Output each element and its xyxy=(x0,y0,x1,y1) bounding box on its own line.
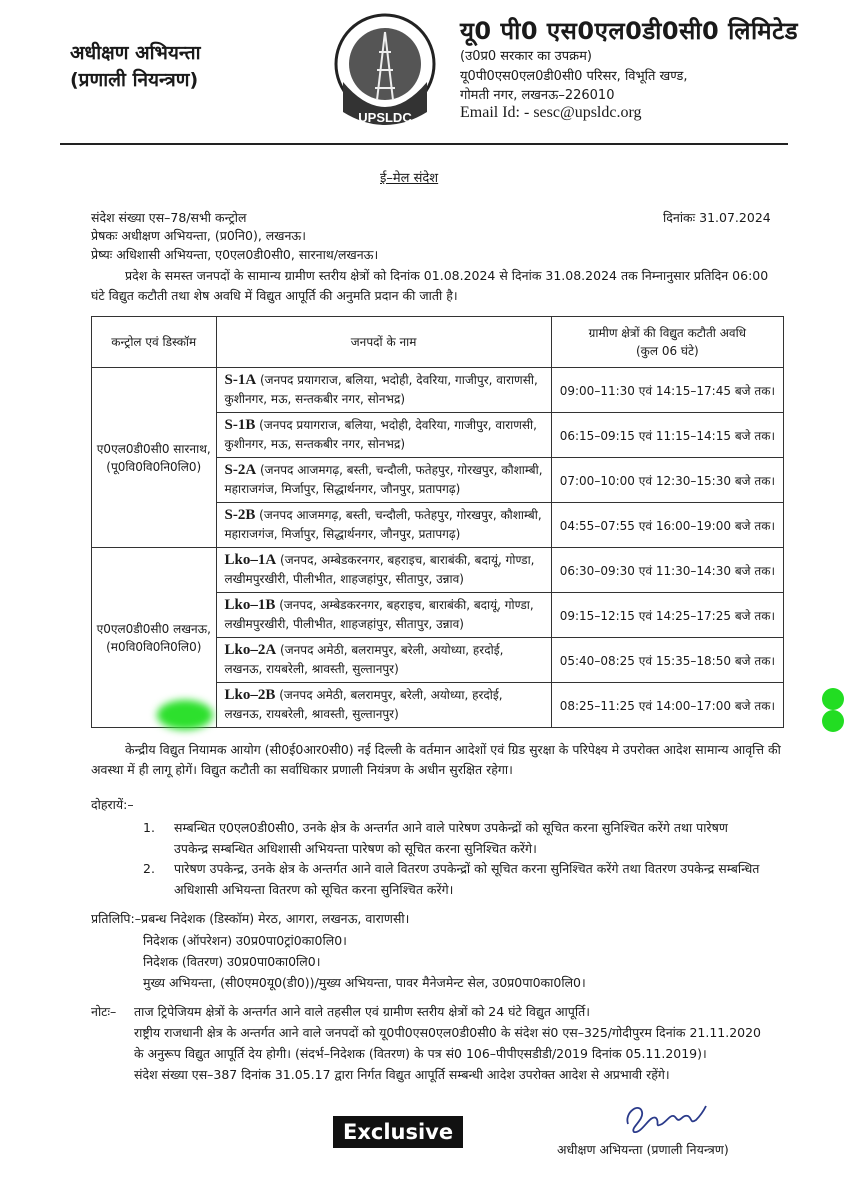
control-sarnath xyxy=(92,368,217,548)
copy-line: निदेशक (ऑपरेशन) उ0प्र0पा0ट्रां0का0लि0। xyxy=(143,933,347,948)
table-row xyxy=(92,368,784,413)
table-row xyxy=(92,548,784,593)
org-email: Email Id: - sesc@upsldc.org xyxy=(460,104,642,121)
cut-time: 08:25–11:25 एवं 14:00–17:00 बजे तक। xyxy=(551,683,783,728)
zone-code: Lko–2A xyxy=(224,642,277,658)
district-list: (जनपद, अम्बेडकरनगर, बहराइच, बाराबंकी, बदायूं, गोण्डा, लखीमपुरखीरी, पीलीभीत, शाहजहांपुर, सीतापुर, उन्नाव) xyxy=(224,553,535,586)
cut-time: 05:40–08:25 एवं 15:35–18:50 बजे तक। xyxy=(551,638,783,683)
green-dot-marker xyxy=(822,688,844,710)
office-title-line2: (प्रणाली नियन्त्रण) xyxy=(70,69,199,91)
reiterate-item-2: पारेषण उपकेन्द्र, उनके क्षेत्र के अन्तर्गत आने वाले वितरण उपकेन्द्रों को सूचित करना सुनिश्चित करेंगे तथा वितरण उपकेन्द्र सम्बन्धित अधिशासी अभियन्ता वितरण को सूचित करना सुनिश्चित करेंगे। xyxy=(174,861,760,897)
zone-code: S-1A xyxy=(224,372,257,388)
regulation-paragraph xyxy=(91,740,785,780)
copy-line: मुख्य अभियन्ता, (सी0एम0यू0(डी0))/मुख्य अभियन्ता, पावर मैनेजमेन्ट सेल, उ0प्र0पा0का0लि0। xyxy=(143,975,586,990)
district-cell xyxy=(216,593,551,638)
reiterate-label: दोहरायें:– xyxy=(91,797,134,812)
exclusive-watermark: Exclusive xyxy=(333,1116,463,1148)
intro-paragraph xyxy=(91,266,785,306)
district-cell xyxy=(216,503,551,548)
signatory-title: अधीक्षण अभियन्ता (प्रणाली नियन्त्रण) xyxy=(557,1142,729,1157)
district-cell xyxy=(216,548,551,593)
sender-office-title xyxy=(70,40,201,94)
header-duration xyxy=(551,317,783,368)
header-duration-line2: (कुल 06 घंटे) xyxy=(635,344,699,358)
district-list: (जनपद प्रयागराज, बलिया, भदोही, देवरिया, गाजीपुर, वाराणसी, कुशीनगर, मऊ, सन्तकबीर नगर, सोनभद्र) xyxy=(224,418,537,451)
signature xyxy=(620,1094,710,1138)
district-list: (जनपद आजमगढ़, बस्ती, चन्दौली, फतेहपुर, गोरखपुर, कौशाम्बी, महाराजगंज, मिर्जापुर, सिद्धार्थनगर, जौनपुर, प्रतापगढ़) xyxy=(224,463,543,496)
discom-name: (म0वि0वि0नि0लि0) xyxy=(106,639,202,654)
regulation-text: केन्द्रीय विद्युत नियामक आयोग (सी0ई0आर0सी0) नई दिल्ली के वर्तमान आदेशों एवं ग्रिड सुरक्षा के परिपेक्ष्य मे उपरोक्त आदेश सामान्य आवृत्ति की अवस्था में ही लागू होगें। विद्युत कटौती का सर्वाधिकार प्रणाली नियंत्रण के अधीन सुरक्षित रहेगा। xyxy=(91,742,781,777)
message-reference: संदेश संख्या एस–78/सभी कन्ट्रोल xyxy=(91,210,247,225)
district-list: (जनपद अमेठी, बलरामपुर, बरेली, अयोध्या, हरदोई, लखनऊ, रायबरेली, श्रावस्ती, सुल्तानपुर) xyxy=(224,643,504,676)
discom-name: (पू0वि0वि0नि0लि0) xyxy=(106,459,202,474)
org-subtitle: (उ0प्र0 सरकार का उपक्रम) xyxy=(460,49,592,64)
district-cell xyxy=(216,683,551,728)
control-lucknow xyxy=(92,548,217,728)
message-sender: प्रेषकः अधीक्षण अभियन्ता, (प्र0नि0), लखनऊ। xyxy=(91,228,306,243)
copy-line: निदेशक (वितरण) उ0प्र0पा0का0लि0। xyxy=(143,954,321,969)
cut-time: 09:15–12:15 एवं 14:25–17:25 बजे तक। xyxy=(551,593,783,638)
district-list: (जनपद प्रयागराज, बलिया, भदोही, देवरिया, गाजीपुर, वाराणसी, कुशीनगर, मऊ, सन्तकबीर नगर, सोनभद्र) xyxy=(224,373,538,406)
district-cell xyxy=(216,638,551,683)
district-cell xyxy=(216,368,551,413)
zone-code: S-2B xyxy=(224,507,256,523)
district-list: (जनपद, अम्बेडकरनगर, बहराइच, बाराबंकी, बदायूं, गोण्डा, लखीमपुरखीरी, पीलीभीत, शाहजहांपुर, सीतापुर, उन्नाव) xyxy=(224,598,534,631)
cut-time: 06:30–09:30 एवं 11:30–14:30 बजे तक। xyxy=(551,548,783,593)
zone-code: S-1B xyxy=(224,417,256,433)
note-line: संदेश संख्या एस–387 दिनांक 31.05.17 द्वारा निर्गत विद्युत आपूर्ति सम्बन्धी आदेश उपरोक्त आदेश से अप्रभावी रहेंगे। xyxy=(134,1067,670,1082)
control-name: ए0एल0डी0सी0 लखनऊ, xyxy=(96,621,211,636)
org-address-line2: गोमती नगर, लखनऊ–226010 xyxy=(460,88,615,103)
green-highlight-mark xyxy=(157,700,213,730)
header-districts: जनपदों के नाम xyxy=(216,317,551,368)
copy-line: प्रतिलिपि:–प्रबन्ध निदेशक (डिस्कॉम) मेरठ, आगरा, लखनऊ, वाराणसी। xyxy=(91,911,410,926)
cut-time: 04:55–07:55 एवं 16:00–19:00 बजे तक। xyxy=(551,503,783,548)
message-subject: ई–मेल संदेश xyxy=(380,171,439,186)
district-cell xyxy=(216,458,551,503)
org-address-line1: यू0पी0एस0एल0डी0सी0 परिसर, विभूति खण्ड, xyxy=(460,69,688,84)
cut-time: 06:15–09:15 एवं 11:15–14:15 बजे तक। xyxy=(551,413,783,458)
load-shedding-table xyxy=(91,316,784,728)
district-cell xyxy=(216,413,551,458)
logo-text: UPSLDC xyxy=(358,110,412,125)
note-line: ताज ट्रिपेजियम क्षेत्रों के अन्तर्गत आने वाले तहसील एवं ग्रामीण स्तरीय क्षेत्रों को 24 घंटे विद्युत आपूर्ति। xyxy=(134,1004,590,1019)
office-title-line1: अधीक्षण अभियन्ता xyxy=(70,42,201,64)
message-date: दिनांकः 31.07.2024 xyxy=(663,210,771,225)
organization-name: यू0 पी0 एस0एल0डी0सी0 लिमिटेड xyxy=(460,17,799,45)
district-list: (जनपद अमेठी, बलरामपुर, बरेली, अयोध्या, हरदोई, लखनऊ, रायबरेली, श्रावस्ती, सुल्तानपुर) xyxy=(224,688,503,721)
zone-code: Lko–2B xyxy=(224,687,276,703)
note-label: नोटः– xyxy=(91,1004,117,1019)
reiterate-num: 1. xyxy=(143,820,155,835)
green-dot-marker xyxy=(822,710,844,732)
cut-time: 09:00–11:30 एवं 14:15–17:45 बजे तक। xyxy=(551,368,783,413)
district-list: (जनपद आजमगढ़, बस्ती, चन्दौली, फतेहपुर, गोरखपुर, कौशाम्बी, महाराजगंज, मिर्जापुर, सिद्धार्थनगर, जौनपुर, प्रतापगढ़) xyxy=(224,508,542,541)
zone-code: Lko–1A xyxy=(224,552,277,568)
note-line: राष्ट्रीय राजधानी क्षेत्र के अन्तर्गत आने वाले जनपदों को यू0पी0एस0एल0डी0सी0 के संदेश सं0 एस–325/गोदीपुरम दिनांक 21.11.2020 xyxy=(134,1025,762,1040)
note-line: के अनुरूप विद्युत आपूर्ति देय होगी। (संदर्भ–निदेशक (वितरण) के पत्र सं0 106–पीपीएसडीडी/2019 दिनांक 05.11.2019)। xyxy=(134,1046,707,1061)
table-header-row xyxy=(92,317,784,368)
header-divider xyxy=(60,143,788,145)
intro-text: प्रदेश के समस्त जनपदों के सामान्य ग्रामीण स्तरीय क्षेत्रों को दिनांक 01.08.2024 से दिनांक 31.08.2024 तक निम्नानुसार प्रतिदिन 06:00 घंटे विद्युत कटौती तथा शेष अवधि में विद्युत आपूर्ति की अनुमति प्रदान की जाती है। xyxy=(91,268,769,303)
zone-code: S-2A xyxy=(224,462,257,478)
reiterate-num: 2. xyxy=(143,861,155,876)
message-recipient: प्रेष्यः अधिशासी अभियन्ता, ए0एल0डी0सी0, सारनाथ/लखनऊ। xyxy=(91,247,379,262)
zone-code: Lko–1B xyxy=(224,597,276,613)
header-control: कन्ट्रोल एवं डिस्कॉम xyxy=(92,317,217,368)
upsldc-logo xyxy=(333,12,437,134)
header-duration-line1: ग्रामीण क्षेत्रों की विद्युत कटौती अवधि xyxy=(588,326,747,340)
control-name: ए0एल0डी0सी0 सारनाथ, xyxy=(96,441,211,456)
reiterate-item-1: सम्बन्धित ए0एल0डी0सी0, उनके क्षेत्र के अन्तर्गत आने वाले पारेषण उपकेन्द्रों को सूचित करना सुनिश्चित करेंगे तथा पारेषण उपकेन्द्र सम्बन्धित अधिशासी अभियन्ता पारेषण को सूचित करना सुनिश्चित करेंगे। xyxy=(174,820,728,856)
cut-time: 07:00–10:00 एवं 12:30–15:30 बजे तक। xyxy=(551,458,783,503)
